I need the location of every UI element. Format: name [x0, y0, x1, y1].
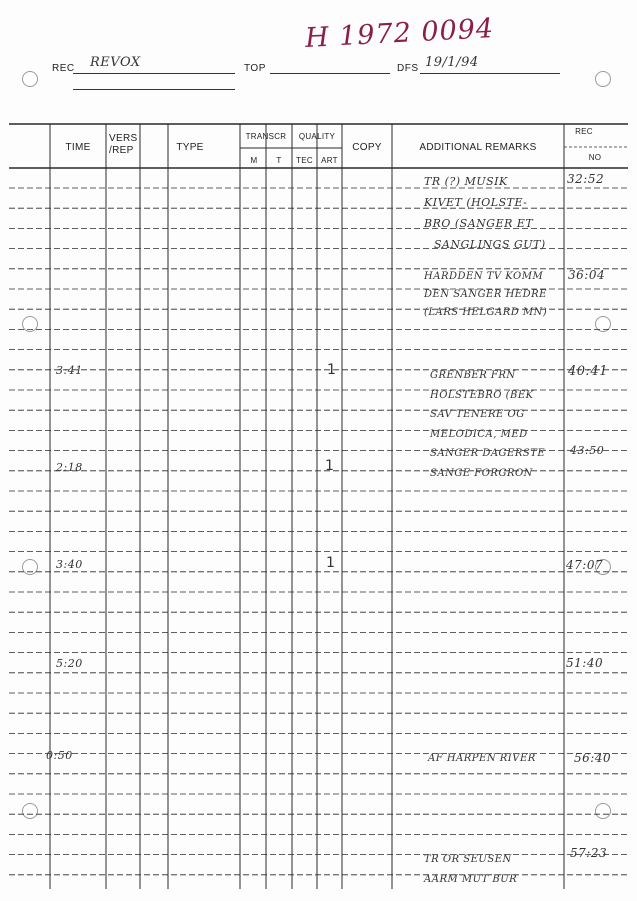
- remarks-header: ADDITIONAL REMARKS: [419, 142, 537, 153]
- rec-no-value: 36:04: [568, 268, 606, 282]
- dfs-value: 19/1/94: [425, 55, 479, 70]
- remarks-line: SANGER DAGERSTE: [430, 448, 546, 459]
- rec-no-value: 32:52: [567, 172, 605, 186]
- time-value: 2:18: [56, 461, 83, 474]
- rec-no-value: 47:07: [566, 558, 604, 572]
- time-header: TIME: [65, 142, 91, 153]
- remarks-line: KIVET (HOLSTE-: [424, 196, 528, 209]
- rec-no-value: 56:40: [574, 751, 612, 765]
- remarks-line: SAV TENERE OG: [430, 409, 525, 420]
- reference-number: H 1972 0094: [304, 13, 495, 54]
- rec-no-value: 51:40: [566, 656, 604, 670]
- transcr-m-header: M: [250, 156, 258, 165]
- remarks-line: SANGE FORGRON: [430, 467, 533, 479]
- remarks-text: [424, 850, 517, 890]
- remarks-text: [428, 753, 536, 764]
- rec-no-value: 43:50: [570, 444, 605, 457]
- vers-header: VERS /REP: [109, 133, 138, 156]
- rec-no-value: 40:41: [568, 364, 608, 379]
- rec-no-value: 57:23: [570, 846, 608, 860]
- remarks-line: AARM MUT BUR: [424, 874, 518, 885]
- time-value: 3:40: [56, 558, 83, 571]
- art-mark: 1: [325, 458, 334, 474]
- remarks-line: TR (?) MUSIK: [424, 175, 508, 188]
- remarks-line: MELODICA, MED: [430, 428, 528, 440]
- art-mark: 1: [326, 555, 335, 571]
- remarks-line: AF HARPEN RIVER: [428, 753, 536, 764]
- rec-label: REC: [52, 63, 75, 74]
- dfs-label: DFS: [397, 63, 419, 74]
- quality-header: QUALITY: [298, 132, 336, 141]
- time-value: 5:20: [56, 657, 83, 670]
- time-value: 3:41: [56, 364, 83, 377]
- remarks-line: TR OR SEUSEN: [424, 854, 512, 865]
- vers-rep-header: [106, 133, 143, 157]
- remarks-line: SANGLINGS GUT): [434, 238, 546, 251]
- quality-art-header: ART: [321, 156, 338, 165]
- remarks-text: [424, 171, 546, 255]
- remarks-line: GRENBER FRN: [430, 370, 516, 381]
- time-value: 0:50: [46, 749, 73, 762]
- remarks-line: HOLSTEBRO (BEK: [430, 389, 534, 401]
- transcr-t-header: T: [276, 156, 282, 165]
- transcr-header: TRANSCR: [245, 132, 287, 141]
- rec-no-header-top: REC: [575, 127, 593, 136]
- remarks-line: BRO (SANGER ET: [424, 217, 534, 230]
- rec-no-header-bottom: NO: [588, 153, 602, 162]
- remarks-text: [424, 268, 547, 322]
- top-label: TOP: [244, 63, 266, 74]
- remarks-line: (LARS HELGARD MN): [424, 307, 548, 318]
- type-header: TYPE: [176, 142, 204, 153]
- copy-header: COPY: [352, 142, 382, 153]
- rec-value: REVOX: [90, 55, 141, 70]
- remarks-text: [430, 366, 545, 483]
- remarks-line: DEN SANGER HEDRE: [424, 289, 547, 300]
- remarks-line: HARDDEN TV KOMM: [424, 271, 544, 282]
- art-mark: 1: [327, 362, 336, 378]
- quality-tec-header: TEC: [296, 156, 313, 165]
